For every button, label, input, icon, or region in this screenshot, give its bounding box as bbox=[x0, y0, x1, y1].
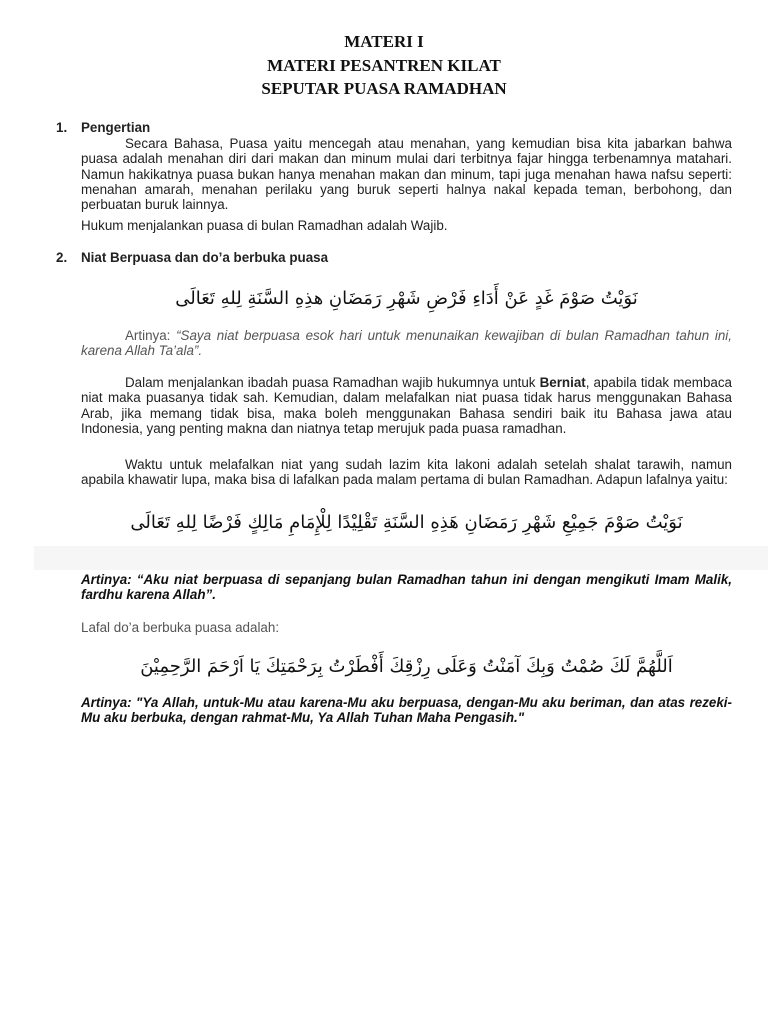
artinya-label: Artinya: bbox=[125, 328, 177, 343]
section-1-heading: Pengertian bbox=[81, 120, 151, 135]
section-2-paragraph-berniat bbox=[81, 375, 732, 436]
artinya-niat-sebulan: Artinya: “Aku niat berpuasa di sepanjang bulan Ramadhan tahun ini dengan mengikuti Imam Malik, fardhu karena Allah”. bbox=[81, 572, 732, 603]
title-line-3: SEPUTAR PUASA RAMADHAN bbox=[261, 79, 507, 98]
berniat-bold: Berniat bbox=[539, 375, 586, 390]
doa-berbuka-arabic: اَللَّهُمَّ لَكَ صُمْتُ وَبِكَ آمَنْتُ وَعَلَى رِزْقِكَ أَفْطَرْتُ بِرَحْمَتِكَ يَا اَرْحَمَ الرَّحِمِيْنَ bbox=[140, 656, 673, 677]
paragraph-berniat-before: Dalam menjalankan ibadah puasa Ramadhan wajib hukumnya untuk bbox=[125, 375, 540, 390]
title-line-1: MATERI I bbox=[344, 32, 424, 51]
title-line-2: MATERI PESANTREN KILAT bbox=[267, 56, 501, 75]
section-1-paragraph-2: Hukum menjalankan puasa di bulan Ramadhan adalah Wajib. bbox=[81, 218, 448, 233]
niat-harian-arabic: نَوَيْتُ صَوْمَ غَدٍ عَنْ أَدَاءِ فَرْضِ شَهْرِ رَمَضَانِ هذِهِ السَّنَةِ لِلهِ تَعَالَى bbox=[175, 288, 638, 309]
section-1-number: 1. bbox=[56, 120, 68, 135]
scan-band bbox=[34, 546, 768, 570]
paragraph-berniat-after: , apabila tidak membaca niat maka puasanya tidak sah. Kemudian, dalam melafalkan niat puasa tidak harus menggunakan Bahasa Arab, jika memang tidak bisa, maka boleh menggunakan Bahasa sendiri baik itu Bahasa jawa atau Indonesia, yang penting makna dan niatnya tetap merujuk pada puasa ramadhan. bbox=[81, 375, 732, 436]
lafal-doa-label: Lafal do’a berbuka puasa adalah: bbox=[81, 620, 280, 635]
section-2-number: 2. bbox=[56, 250, 68, 265]
artinya-niat-harian bbox=[81, 328, 732, 359]
section-2-paragraph-waktu: Waktu untuk melafalkan niat yang sudah lazim kita lakoni adalah setelah shalat tarawih, namun apabila khawatir lupa, maka bisa di lafalkan pada malam pertama di bulan Ramadhan. Adapun lafalnya yaitu: bbox=[81, 457, 732, 488]
niat-sebulan-arabic: نَوَيْتُ صَوْمَ جَمِيْعِ شَهْرِ رَمَضَانِ هَذِهِ السَّنَةِ تَقْلِيْدًا لِلْإِمَامِ مَالِكٍ فَرْضًا لِلهِ تَعَالَى bbox=[130, 512, 683, 533]
artinya-niat-harian-text: “Saya niat berpuasa esok hari untuk menunaikan kewajiban di bulan Ramadhan tahun ini, karena Allah Ta’ala”. bbox=[81, 328, 732, 359]
section-1-paragraph-1: Secara Bahasa, Puasa yaitu mencegah atau menahan, yang kemudian bisa kita jabarkan bahwa puasa adalah menahan diri dari makan dan minum mulai dari terbitnya fajar hingga terbenamnya matahari. Namun hakikatnya puasa bukan hanya menahan makan dan minum, tapi juga menahan hawa nafsu seperti: menahan amarah, menahan perilaku yang buruk seperti halnya nakal kepada teman, berbohong, dan perbuatan buruk lainnya. bbox=[81, 136, 732, 213]
section-2-heading: Niat Berpuasa dan do’a berbuka puasa bbox=[81, 250, 329, 265]
artinya-doa-berbuka: Artinya: "Ya Allah, untuk-Mu atau karena-Mu aku berpuasa, dengan-Mu aku beriman, dan atas rezeki-Mu aku berbuka, dengan rahmat-Mu, Ya Allah Tuhan Maha Pengasih." bbox=[81, 695, 732, 726]
